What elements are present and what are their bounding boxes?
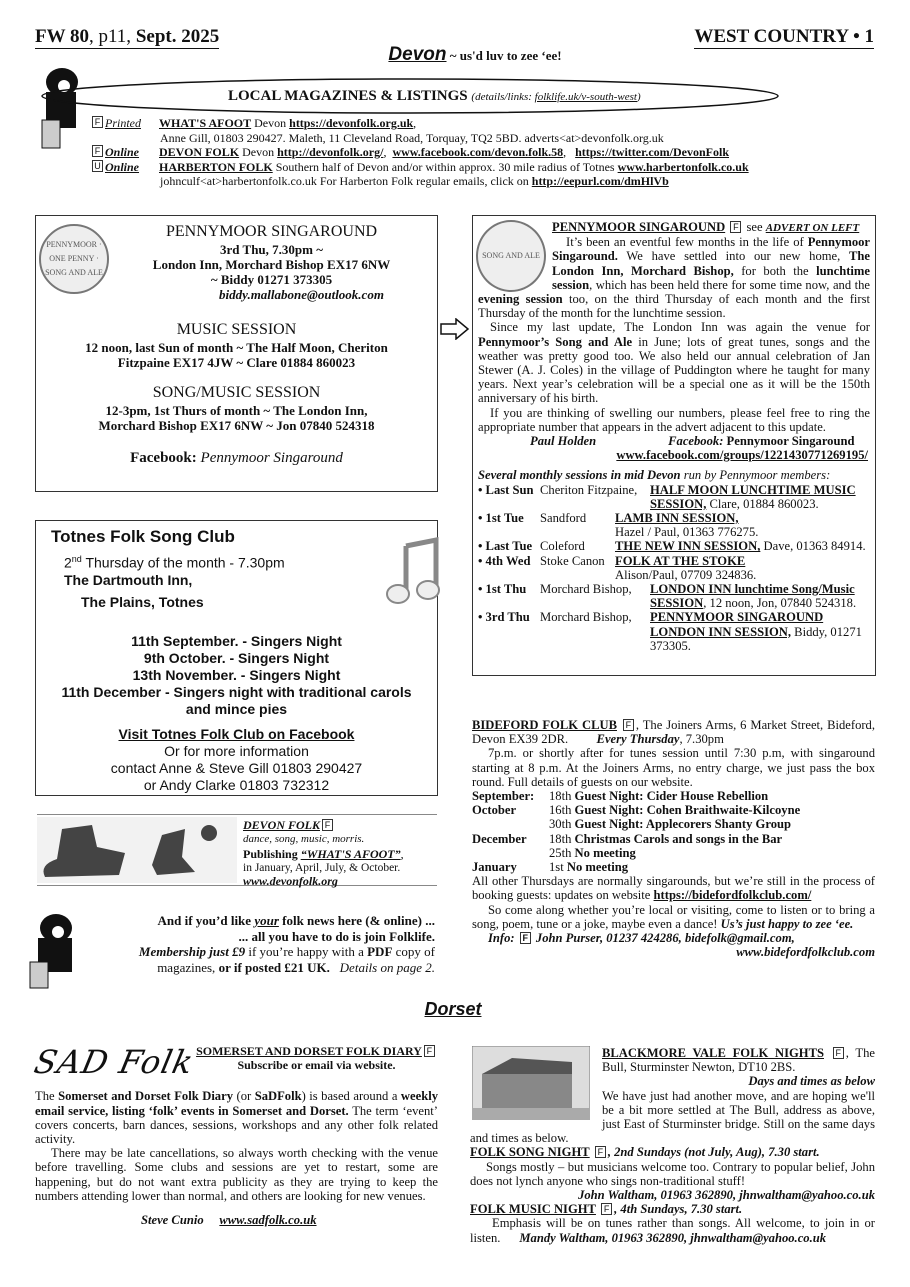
text: Days and times as below [748, 1074, 875, 1089]
issue-date: Sept. 2025 [135, 26, 220, 47]
f-box-icon: F [92, 116, 103, 128]
text: Us’s just happy to zee ‘ee. [720, 916, 854, 931]
music-note-icon [376, 536, 446, 608]
text: , 12 noon, Jon, 07840 524318. [703, 596, 857, 611]
blackmore-vale [470, 1046, 875, 1245]
text: copy of [392, 944, 435, 959]
text: Coleford [540, 539, 585, 554]
text: The Dartmouth Inn, [64, 572, 193, 588]
session-link[interactable]: SESSION [650, 596, 704, 611]
text: , The Bull, Sturminster Newton, DT10 2BS. [602, 1046, 875, 1075]
text: Pennymoor Singaround [726, 434, 855, 449]
text: The London Inn, Morchard Bishop, [552, 249, 870, 278]
eepurl-link[interactable]: http://eepurl.com/dmHlVb [531, 174, 669, 188]
session-link[interactable]: PENNYMOOR SINGAROUND [650, 610, 824, 625]
event-row [472, 832, 875, 846]
devon-folk-advert [37, 814, 437, 886]
bideford-title: BIDEFORD FOLK CLUB [472, 718, 617, 732]
session-link[interactable]: LONDON INN SESSION, [650, 624, 792, 639]
text: Songs mostly – but musicians welcome too. Contrary to popular belief, John does not lynch anyone who sings non-traditional stuff! [470, 1159, 875, 1188]
totnes-advert [35, 520, 438, 796]
listing-contact: Anne Gill, 01803 290427. Maleth, 11 Cleveland Road, Torquay, TQ2 5BD. adverts<at>devonfolk.org.uk [160, 130, 664, 145]
text: run by Pennymoor members: [680, 468, 831, 483]
text: nd [71, 554, 82, 564]
text: SOMERSET AND DORSET FOLK DIARY [196, 1044, 422, 1058]
text: There may be late cancellations, so always worth checking with the venue before travelling. Some clubs and sessions are yet to restart, some are happening, but do not want extra publicity as they are trying to keep the numbers attending lower than normal, and others are looking for new venues. [35, 1146, 438, 1203]
text: • 3rd Thu [478, 610, 530, 625]
pennymoor-update [472, 215, 876, 676]
text: • 1st Thu [478, 582, 527, 597]
text: LOCAL MAGAZINES & LISTINGS [228, 88, 468, 104]
devonfolk-web-link[interactable]: www.devonfolk.org [243, 874, 338, 888]
f-box-icon: F [730, 221, 741, 233]
text: September: [472, 789, 535, 804]
bideford-website-link[interactable]: https://bidefordfolkclub.com/ [653, 888, 812, 903]
session-link[interactable]: THE NEW INN SESSION, [615, 539, 761, 554]
folklife-promo [75, 913, 435, 975]
text: Christmas Carols and songs in the Bar [574, 831, 783, 846]
text: Stoke Canon [540, 553, 605, 568]
f-box-icon: F [322, 819, 333, 831]
text: No meeting [566, 860, 629, 875]
event-row [472, 803, 875, 817]
text: “WHAT'S AFOOT” [300, 847, 401, 861]
facebook-link[interactable]: www.facebook.com/devon.folk.58 [392, 145, 564, 159]
devonfolk-org-link[interactable]: http://devonfolk.org/ [277, 145, 384, 159]
text: Mandy Waltham, 01963 362890, jhnwaltham@yahoo.co.uk [519, 1230, 827, 1245]
text: weekly email service, listing ‘folk’ events in Somerset and Dorset. [35, 1089, 438, 1118]
text: 12-3pm, 1st Thurs of month ~ The London Inn, [105, 403, 368, 418]
text: Cheriton Fitzpaine, [540, 482, 638, 497]
text: January [472, 860, 517, 875]
text: FOLK SONG NIGHT [470, 1145, 590, 1160]
text: Devon [239, 145, 278, 159]
session-item [478, 539, 870, 553]
text: Membership just £9 [138, 944, 246, 959]
text: or if posted £21 UK. [218, 959, 330, 975]
devon-heading [0, 44, 910, 65]
text: magazines, [157, 959, 219, 975]
text [472, 817, 549, 831]
session-link[interactable]: SESSION, [650, 496, 707, 511]
text: 12 noon, last Sun of month ~ The Half Moon, Cheriton [85, 340, 388, 355]
text: All other Thursdays are normally singarounds, but we’re still in the process of booking guests: updates on website [472, 874, 875, 903]
text: 2 [64, 554, 72, 571]
text: ~ Biddy 01271 373305 [210, 272, 333, 287]
text: 25th [549, 845, 572, 860]
text: Fitzpaine EX17 4JW ~ Clare 01884 860023 [117, 355, 356, 370]
text: If you are thinking of swelling our numbers, please feel free to ring the appropriate number that appears in the advert adjacent to this update. [478, 405, 870, 434]
text: The [35, 1089, 59, 1104]
text: folk news here (& online) ... [278, 913, 435, 928]
text: Every Thursday [596, 732, 680, 747]
text: Printed [105, 116, 141, 130]
text: for both the [733, 263, 817, 278]
text: see [743, 220, 766, 234]
text: dance, song, music, morris. [243, 832, 365, 845]
text: It’s been an eventful few months in the life of [566, 235, 808, 250]
session-item [478, 582, 870, 610]
text: contact Anne & Steve Gill 01803 290427 [110, 760, 363, 776]
text: Morchard Bishop EX17 6NW ~ Jon 07840 524318 [98, 418, 375, 433]
text: Biddy, 01271 373305. [650, 624, 862, 653]
session-link[interactable]: FOLK AT THE STOKE [615, 553, 746, 568]
advert-facebook[interactable]: Pennymoor Singaround [200, 450, 343, 466]
session-item [478, 554, 870, 582]
text: DEVON FOLK [243, 818, 321, 832]
text: Morchard Bishop, [540, 582, 632, 597]
session-item [478, 610, 870, 653]
text: (details/links: [471, 91, 535, 103]
bideford-folk-club [472, 718, 875, 959]
dorset-heading: Dorset [424, 999, 482, 1019]
text: Online [105, 159, 140, 174]
session-link[interactable]: LAMB INN SESSION, [615, 511, 739, 526]
text: 1st [549, 860, 564, 875]
event-row [472, 817, 875, 831]
text: Morchard Bishop, [540, 610, 632, 625]
advert-email[interactable]: biddy.mallabone@outlook.com [219, 287, 384, 302]
text: ... all you have to do is join Folklife. [238, 928, 435, 944]
text: 18th [549, 789, 572, 804]
text: Clare, 01884 860023. [706, 496, 819, 511]
text: • 1st Tue [478, 511, 524, 526]
dancing-feet-icon [37, 817, 237, 883]
listing-contact [90, 174, 749, 189]
f-box-icon: F [520, 932, 531, 944]
text: • Last Sun [478, 482, 534, 497]
text: Online [105, 145, 140, 159]
session-item [478, 483, 870, 511]
text: 16th [549, 803, 572, 818]
text: in January, April, July, & October. [243, 861, 401, 874]
whats-afoot-link[interactable]: WHAT'S AFOOT [159, 116, 252, 130]
text: SaDFolk [254, 1089, 302, 1104]
text: if you’re happy with a [245, 944, 368, 959]
twitter-link[interactable]: https://twitter.com/DevonFolk [575, 145, 729, 159]
text: BLACKMORE VALE FOLK NIGHTS [602, 1046, 824, 1060]
text: Emphasis will be on tunes rather than songs. All welcome, to join in or listen. [470, 1216, 875, 1245]
event-row [472, 860, 875, 874]
text: 9th October. - Singers Night [143, 650, 330, 666]
text: The Plains, Totnes [81, 594, 204, 610]
sadfolk-web-link[interactable]: www.sadfolk.co.uk [219, 1213, 317, 1228]
text: Publishing [243, 847, 301, 861]
text: Somerset and Dorset Folk Diary [58, 1089, 233, 1104]
text: Paul Holden [530, 434, 597, 449]
sadfolk [30, 1043, 438, 1228]
f-box-icon: F [92, 145, 103, 157]
devonfolk-uk-link[interactable]: https://devonfolk.org.uk [289, 116, 414, 130]
totnes-title: Totnes Folk Song Club [51, 527, 235, 546]
advert-title: PENNYMOOR SINGAROUND [165, 223, 378, 240]
harberton-link[interactable]: HARBERTON FOLK [159, 159, 273, 174]
event-row [472, 846, 875, 860]
session-link[interactable]: HALF MOON LUNCHTIME MUSIC [650, 482, 856, 497]
f-box-icon: F [623, 719, 634, 731]
listings-list [90, 116, 749, 189]
text: Subscribe or email via website. [237, 1058, 396, 1073]
text: • 4th Wed [478, 553, 531, 568]
text: • Last Tue [478, 539, 533, 554]
listings-title [228, 87, 641, 106]
text: ) [637, 91, 641, 103]
text: Devon [388, 44, 447, 65]
text: and mince pies [185, 701, 288, 717]
text: evening session [478, 292, 563, 307]
text: October [472, 803, 517, 818]
event-row [472, 789, 875, 803]
text: , which has been held there for some time now, and the [589, 277, 870, 292]
text: , The Joiners Arms, 6 Market Street, Bideford, Devon EX39 2DR. [472, 718, 876, 747]
text: 18th [549, 831, 572, 846]
text: , 4th Sundays, 7.30 start. [614, 1202, 743, 1217]
text: Hazel / Paul, 01363 776275. [615, 525, 759, 540]
bideford-web-link[interactable]: www.bidefordfolkclub.com [736, 945, 875, 960]
text: Thursday of the month - 7.30pm [81, 554, 285, 571]
text: Dave, 01363 84914. [760, 539, 866, 554]
text: So come along whether you’re local or visiting, come to listen or to bring a song, poem, tune or a joke, maybe even a dance! [472, 902, 875, 931]
text: 3rd Thu, 7.30pm ~ [220, 242, 323, 257]
the-bull-photo [472, 1046, 590, 1120]
text: or Andy Clarke 01803 732312 [143, 777, 330, 793]
text: Info: [488, 931, 518, 946]
session-link[interactable]: LONDON INN lunchtime Song/Music [650, 582, 855, 597]
text: lunchtime session [552, 263, 870, 292]
issue: FW 80 [35, 26, 90, 47]
text: Guest Night: Applecorers Shanty Group [574, 817, 791, 832]
text: Details on page 2. [339, 959, 435, 975]
text: We have settled into our new home, [617, 249, 849, 264]
text: 11th December - Singers night with traditional carols [61, 684, 412, 700]
text: Guest Night: Cohen Braithwaite-Kilcoyne [574, 803, 801, 818]
f-box-icon: F [833, 1047, 844, 1059]
advert-link[interactable]: ADVERT ON LEFT [765, 222, 860, 234]
pennymoor-advert [35, 215, 438, 492]
text: , 2nd Sundays (not July, Aug), 7.30 start. [607, 1145, 820, 1160]
text: (or [233, 1089, 255, 1104]
listing-item: F Printed WHAT'S AFOOT Devon https://devonfolk.org.uk, [90, 116, 749, 131]
text: December [472, 831, 527, 846]
text: London Inn, Morchard Bishop EX17 6NW [152, 257, 391, 272]
text: Several monthly sessions in mid Devon [478, 468, 681, 483]
text: , 7.30pm [679, 732, 724, 747]
text: 30th [549, 817, 572, 832]
events-list [472, 789, 875, 874]
text: PENNYMOOR SINGAROUND [552, 220, 726, 234]
text: Since my last update, The London Inn was again the venue for [490, 320, 870, 335]
text: , [400, 847, 404, 861]
text: PDF [367, 944, 393, 959]
text: Facebook: [668, 434, 727, 449]
text: John Purser, 01237 424286, bidefolk@gmail.com, [532, 931, 795, 946]
text: No meeting [574, 845, 636, 860]
text: And if you’d like [157, 913, 255, 928]
folklife-link[interactable]: folklife.uk/v-south-west [534, 91, 637, 103]
page-number: , p11, [89, 26, 136, 47]
text: Sandford [540, 511, 587, 526]
listing-item [90, 160, 749, 175]
u-box-icon: U [92, 160, 103, 172]
text: too, on the third Thursday of each month and the first Thursday of the month for the lunchtime session. [478, 292, 870, 321]
text: ~ us'd luv to zee ‘ee! [446, 48, 562, 63]
text: johnculf<at>harbertonfolk.co.uk For Harberton Folk regular emails, click on [160, 174, 532, 188]
arrow-right-icon [440, 318, 470, 340]
sessions-list [478, 483, 870, 653]
text: Southern half of Devon and/or within approx. 30 mile radius of Totnes [272, 159, 618, 174]
pennymoor-seal-logo: PENNYMOOR · ONE PENNY · SONG AND ALE [39, 224, 109, 294]
text: John Waltham, 01963 362890, jhnwaltham@yahoo.co.uk [578, 1188, 875, 1203]
text: 7p.m. or shortly after for tunes session until 7:30 p.m, with singaround starting at 8 p.m. At the Joiners Arms, no entry charge, we just pass the box round. Full details of guests on our website. [472, 746, 875, 789]
text: Pennymoor Singaround. [552, 235, 870, 264]
f-box-icon: F [424, 1045, 435, 1057]
pennymoor-seal-logo: SONG AND ALE [476, 220, 546, 292]
text: in June; lots of great tunes, songs and the weather was pretty good too. We also held our annual celebration of Jan Stewer (A. J. Coles) in the village of Puddington where he taught for many years. Next year’s celebration will be a special one as it will be the 150th anniversary of his birth. [478, 334, 870, 406]
text: FOLK MUSIC NIGHT [470, 1202, 596, 1217]
text: MUSIC SESSION [176, 321, 297, 338]
text: Pennymoor’s Song and Ale [478, 334, 633, 349]
page-header-left [35, 26, 219, 49]
devon-folk-link[interactable]: DEVON FOLK [159, 145, 240, 159]
text: Devon [251, 116, 290, 130]
text: 11th September. - Singers Night [131, 633, 342, 649]
text: your [254, 913, 279, 928]
pennymoor-facebook-link[interactable]: www.facebook.com/groups/1221430771269195/ [616, 448, 868, 463]
text [472, 846, 549, 860]
totnes-facebook-link[interactable]: Visit Totnes Folk Club on Facebook [118, 726, 355, 742]
harberton-web-link[interactable]: www.harbertonfolk.co.uk [617, 159, 749, 174]
page-header-right: WEST COUNTRY • 1 [694, 26, 874, 47]
text: We have just had another move, and are hoping we'll be a bit more settled at The Bull, address as above, just East of Sturminster bridge. Still on the same days and times as below. [470, 1088, 875, 1146]
sadfolk-logo: SAD Folk [30, 1043, 198, 1081]
text: Guest Night: Cider House Rebellion [574, 789, 769, 804]
listing-item: F Online DEVON FOLK Devon http://devonfolk.org/, www.facebook.com/devon.folk.58, https://twitter.com/DevonFolk [90, 145, 749, 160]
text: 13th November. - Singers Night [132, 667, 341, 683]
text: Steve Cunio [141, 1213, 204, 1228]
text: Or for more information [164, 743, 309, 759]
f-box-icon: F [595, 1146, 606, 1158]
text: ) is based around a [301, 1089, 401, 1104]
session-item [478, 511, 870, 539]
text: The term ‘event’ covers concerts, barn dances, sessions, workshops and any other folk related activity. [35, 1103, 438, 1147]
f-box-icon: F [601, 1203, 612, 1215]
text: Facebook: [130, 450, 201, 466]
text: SONG/MUSIC SESSION [152, 384, 321, 401]
text: Alison/Paul, 07709 324836. [615, 567, 757, 582]
